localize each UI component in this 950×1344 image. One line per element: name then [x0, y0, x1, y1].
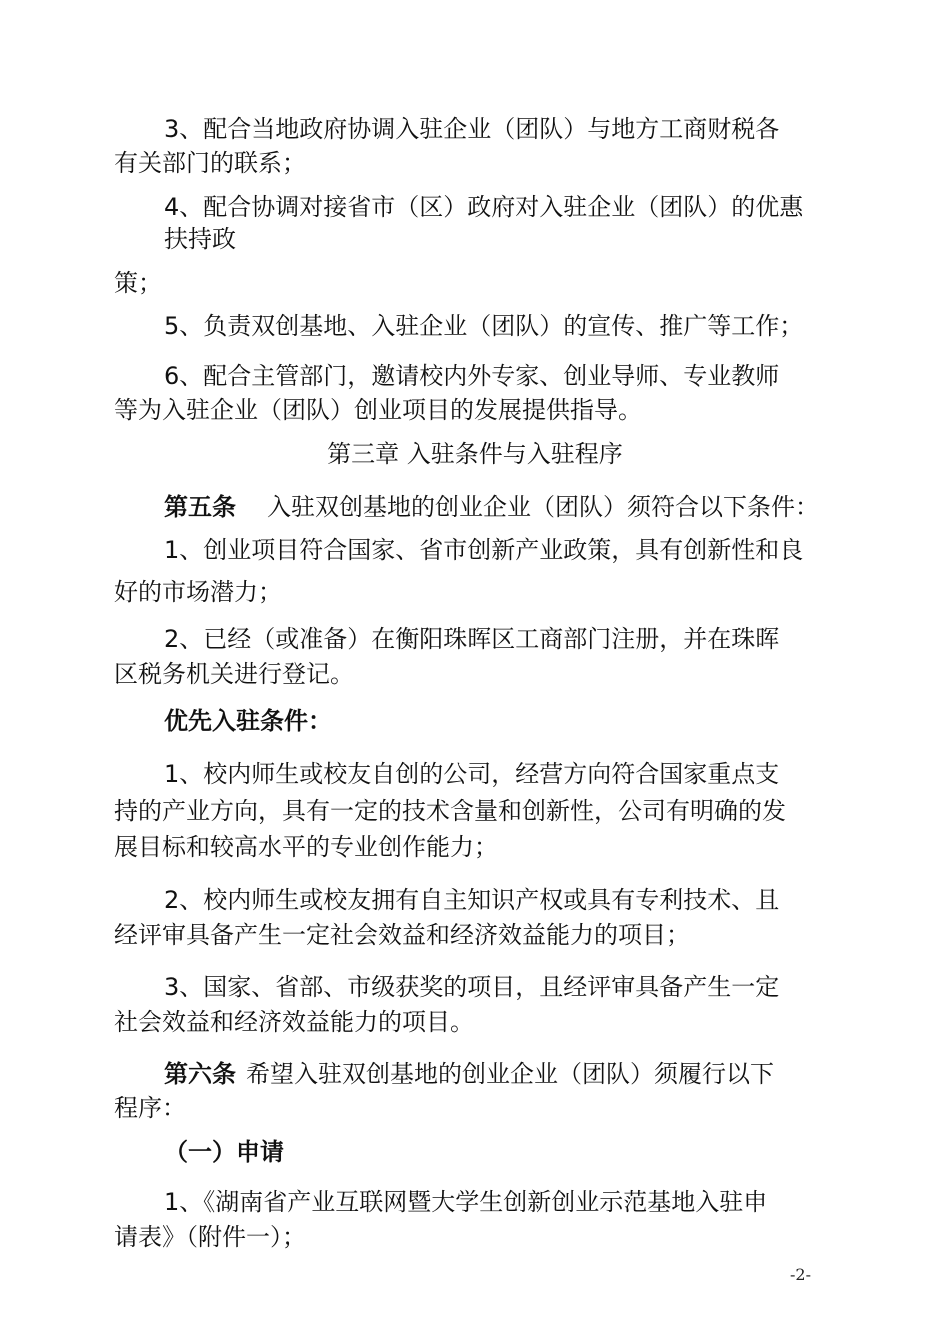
paragraph-line: 程序：	[114, 1094, 186, 1122]
paragraph-line: 2、已经（或准备）在衡阳珠晖区工商部门注册，并在珠晖	[164, 625, 780, 653]
article-label: 第六条	[164, 1060, 236, 1088]
paragraph-line: 持的产业方向，具有一定的技术含量和创新性，公司有明确的发	[114, 797, 786, 825]
section-heading: 优先入驻条件：	[164, 707, 332, 735]
paragraph-line: 6、配合主管部门，邀请校内外专家、创业导师、专业教师	[164, 362, 780, 390]
paragraph-line: 好的市场潜力；	[114, 578, 282, 606]
paragraph-line: 3、配合当地政府协调入驻企业（团队）与地方工商财税各	[164, 115, 780, 143]
chapter-heading: 第三章 入驻条件与入驻程序	[327, 440, 623, 468]
paragraph-line: 1、校内师生或校友自创的公司，经营方向符合国家重点支	[164, 760, 780, 788]
paragraph-line: 1、《湖南省产业互联网暨大学生创新创业示范基地入驻申	[164, 1188, 768, 1216]
paragraph-line: 扶持政	[164, 225, 236, 253]
paragraph-line: 展目标和较高水平的专业创作能力；	[114, 833, 498, 861]
paragraph-line: 5、负责双创基地、入驻企业（团队）的宣传、推广等工作；	[164, 312, 804, 340]
paragraph-line: 3、国家、省部、市级获奖的项目，且经评审具备产生一定	[164, 973, 780, 1001]
paragraph-line: 策；	[114, 269, 162, 297]
paragraph-line: 4、配合协调对接省市（区）政府对入驻企业（团队）的优惠	[164, 193, 804, 221]
paragraph-line: 希望入驻双创基地的创业企业（团队）须履行以下	[246, 1060, 774, 1088]
article-label: 第五条	[164, 493, 236, 521]
paragraph-line: 经评审具备产生一定社会效益和经济效益能力的项目；	[114, 921, 690, 949]
paragraph-line: 请表》（附件一）；	[114, 1223, 306, 1251]
paragraph-line: 2、校内师生或校友拥有自主知识产权或具有专利技术、且	[164, 886, 780, 914]
paragraph-line: 有关部门的联系；	[114, 149, 306, 177]
page-number: -2-	[790, 1265, 811, 1284]
paragraph-line: 社会效益和经济效益能力的项目。	[114, 1008, 474, 1036]
paragraph-line: 入驻双创基地的创业企业（团队）须符合以下条件：	[267, 493, 819, 521]
subsection-heading: （一）申请	[164, 1138, 284, 1166]
paragraph-line: 区税务机关进行登记。	[114, 660, 354, 688]
paragraph-line: 1、创业项目符合国家、省市创新产业政策，具有创新性和良	[164, 536, 804, 564]
paragraph-line: 等为入驻企业（团队）创业项目的发展提供指导。	[114, 396, 642, 424]
